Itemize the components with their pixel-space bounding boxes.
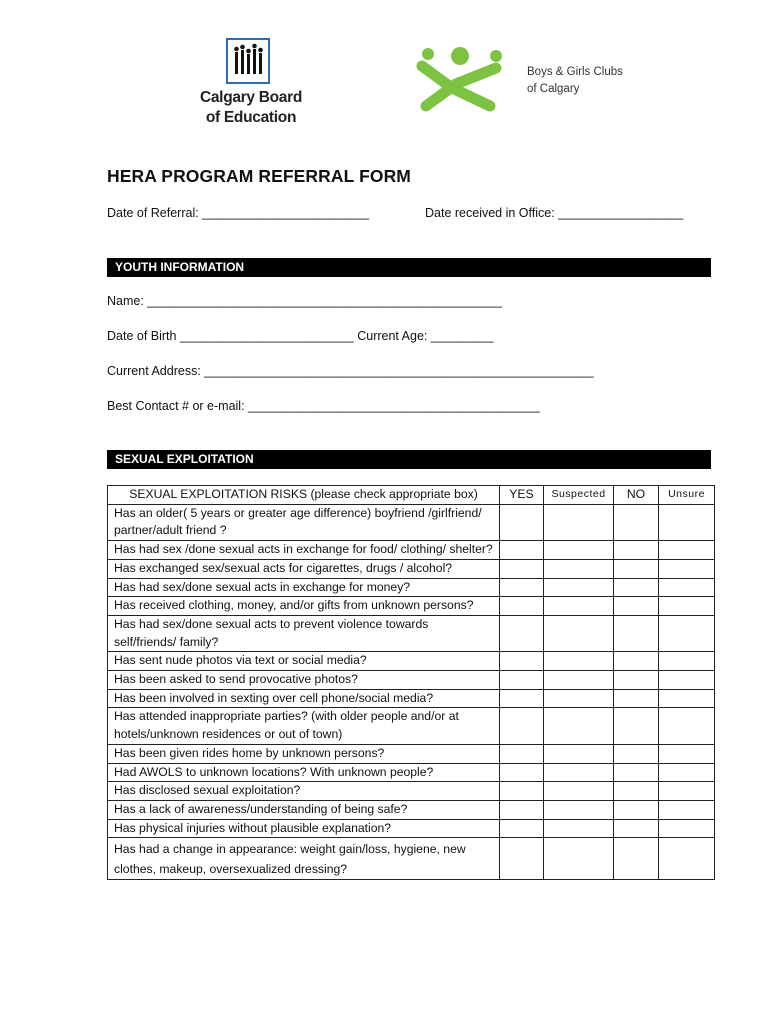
table-row	[108, 671, 715, 690]
bgc-logo-text	[527, 64, 623, 98]
cbe-logo-text	[196, 88, 306, 128]
checkbox-no[interactable]	[614, 744, 659, 763]
risk-label: Has physical injuries without plausible explanation?	[108, 819, 500, 838]
table-row	[108, 504, 715, 540]
checkbox-suspected[interactable]	[544, 671, 614, 690]
table-row	[108, 615, 715, 651]
checkbox-suspected[interactable]	[544, 838, 614, 880]
checkbox-unsure[interactable]	[659, 782, 715, 801]
checkbox-yes[interactable]	[500, 819, 544, 838]
checkbox-yes[interactable]	[500, 541, 544, 560]
table-row	[108, 559, 715, 578]
risk-label: Has been asked to send provocative photos?	[108, 671, 500, 690]
checkbox-unsure[interactable]	[659, 708, 715, 744]
col-header-suspected: Suspected	[544, 486, 614, 505]
checkbox-suspected[interactable]	[544, 504, 614, 540]
checkbox-no[interactable]	[614, 597, 659, 616]
checkbox-yes[interactable]	[500, 838, 544, 880]
risk-label: Has had sex/done sexual acts in exchange for money?	[108, 578, 500, 597]
col-header-yes: YES	[500, 486, 544, 505]
col-header-no: NO	[614, 486, 659, 505]
checkbox-suspected[interactable]	[544, 800, 614, 819]
cbe-logo-icon	[226, 38, 270, 84]
checkbox-yes[interactable]	[500, 652, 544, 671]
checkbox-yes[interactable]	[500, 578, 544, 597]
checkbox-unsure[interactable]	[659, 541, 715, 560]
risk-label: Has exchanged sex/sexual acts for cigarettes, drugs / alcohol?	[108, 559, 500, 578]
risks-header-row	[108, 486, 715, 505]
checkbox-no[interactable]	[614, 671, 659, 690]
checkbox-suspected[interactable]	[544, 541, 614, 560]
checkbox-suspected[interactable]	[544, 763, 614, 782]
checkbox-unsure[interactable]	[659, 559, 715, 578]
risk-label: Has attended inappropriate parties? (with older people and/or at hotels/unknown residences or out of town)	[108, 708, 500, 744]
checkbox-yes[interactable]	[500, 708, 544, 744]
risk-label: Had AWOLS to unknown locations? With unknown people?	[108, 763, 500, 782]
table-row	[108, 541, 715, 560]
checkbox-suspected[interactable]	[544, 782, 614, 801]
checkbox-suspected[interactable]	[544, 578, 614, 597]
table-row	[108, 708, 715, 744]
checkbox-yes[interactable]	[500, 800, 544, 819]
checkbox-no[interactable]	[614, 708, 659, 744]
risk-label: Has had sex/done sexual acts to prevent violence towards self/friends/ family?	[108, 615, 500, 651]
cbe-line1: Calgary Board	[199, 89, 303, 106]
bgc-logo-icon	[412, 44, 510, 114]
checkbox-suspected[interactable]	[544, 744, 614, 763]
risk-label: Has had sex /done sexual acts in exchange for food/ clothing/ shelter?	[108, 541, 500, 560]
checkbox-suspected[interactable]	[544, 708, 614, 744]
risk-label: Has a lack of awareness/understanding of being safe?	[108, 800, 500, 819]
table-row	[108, 578, 715, 597]
risk-label: Has had a change in appearance: weight gain/loss, hygiene, new clothes, makeup, oversexualized dressing?	[108, 838, 500, 880]
checkbox-suspected[interactable]	[544, 615, 614, 651]
checkbox-unsure[interactable]	[659, 763, 715, 782]
table-row	[108, 689, 715, 708]
checkbox-unsure[interactable]	[659, 744, 715, 763]
checkbox-yes[interactable]	[500, 763, 544, 782]
youth-information-heading: YOUTH INFORMATION	[107, 258, 711, 277]
checkbox-unsure[interactable]	[659, 671, 715, 690]
date-received-field[interactable]: Date received in Office: __________________	[425, 206, 684, 220]
checkbox-no[interactable]	[614, 504, 659, 540]
name-field[interactable]: Name: ___________________________________________________	[107, 294, 502, 308]
table-row	[108, 597, 715, 616]
bgc-line2: of Calgary	[527, 83, 580, 95]
checkbox-yes[interactable]	[500, 559, 544, 578]
checkbox-yes[interactable]	[500, 504, 544, 540]
checkbox-no[interactable]	[614, 615, 659, 651]
checkbox-no[interactable]	[614, 838, 659, 880]
col-header-unsure: Unsure	[659, 486, 715, 505]
checkbox-yes[interactable]	[500, 615, 544, 651]
current-address-field[interactable]: Current Address: ________________________________________________________	[107, 364, 594, 378]
risk-label: Has sent nude photos via text or social media?	[108, 652, 500, 671]
best-contact-field[interactable]: Best Contact # or e-mail: __________________________________________	[107, 399, 541, 413]
cbe-line2: of Education	[205, 109, 297, 126]
date-of-referral-field[interactable]: Date of Referral: ________________________	[107, 206, 370, 220]
checkbox-unsure[interactable]	[659, 652, 715, 671]
risk-label: Has an older( 5 years or greater age difference) boyfriend /girlfriend/ partner/adult friend ?	[108, 504, 500, 540]
risk-label: Has been given rides home by unknown persons?	[108, 744, 500, 763]
risk-label: Has received clothing, money, and/or gifts from unknown persons?	[108, 597, 500, 616]
checkbox-no[interactable]	[614, 652, 659, 671]
checkbox-no[interactable]	[614, 819, 659, 838]
checkbox-no[interactable]	[614, 800, 659, 819]
checkbox-no[interactable]	[614, 541, 659, 560]
date-of-birth-field[interactable]: Date of Birth _________________________ Current Age: _________	[107, 329, 494, 343]
table-row	[108, 782, 715, 801]
bgc-line1: Boys & Girls Clubs	[527, 66, 623, 78]
table-row	[108, 800, 715, 819]
checkbox-unsure[interactable]	[659, 504, 715, 540]
checkbox-unsure[interactable]	[659, 838, 715, 880]
checkbox-no[interactable]	[614, 578, 659, 597]
table-row	[108, 652, 715, 671]
checkbox-unsure[interactable]	[659, 578, 715, 597]
col-header-risks: SEXUAL EXPLOITATION RISKS (please check appropriate box)	[108, 486, 500, 505]
table-row	[108, 744, 715, 763]
checkbox-suspected[interactable]	[544, 819, 614, 838]
checkbox-suspected[interactable]	[544, 652, 614, 671]
table-row	[108, 819, 715, 838]
table-row	[108, 838, 715, 880]
form-title: HERA PROGRAM REFERRAL FORM	[107, 166, 411, 186]
checkbox-yes[interactable]	[500, 744, 544, 763]
table-row	[108, 763, 715, 782]
checkbox-yes[interactable]	[500, 597, 544, 616]
checkbox-yes[interactable]	[500, 689, 544, 708]
risk-label: Has disclosed sexual exploitation?	[108, 782, 500, 801]
checkbox-unsure[interactable]	[659, 689, 715, 708]
checkbox-suspected[interactable]	[544, 597, 614, 616]
checkbox-no[interactable]	[614, 763, 659, 782]
checkbox-unsure[interactable]	[659, 819, 715, 838]
checkbox-unsure[interactable]	[659, 800, 715, 819]
sexual-exploitation-heading: SEXUAL EXPLOITATION	[107, 450, 711, 469]
risk-label: Has been involved in sexting over cell phone/social media?	[108, 689, 500, 708]
checkbox-no[interactable]	[614, 689, 659, 708]
checkbox-yes[interactable]	[500, 782, 544, 801]
checkbox-unsure[interactable]	[659, 615, 715, 651]
checkbox-suspected[interactable]	[544, 559, 614, 578]
checkbox-no[interactable]	[614, 782, 659, 801]
risks-table	[107, 485, 715, 880]
checkbox-yes[interactable]	[500, 671, 544, 690]
checkbox-suspected[interactable]	[544, 689, 614, 708]
checkbox-no[interactable]	[614, 559, 659, 578]
checkbox-unsure[interactable]	[659, 597, 715, 616]
